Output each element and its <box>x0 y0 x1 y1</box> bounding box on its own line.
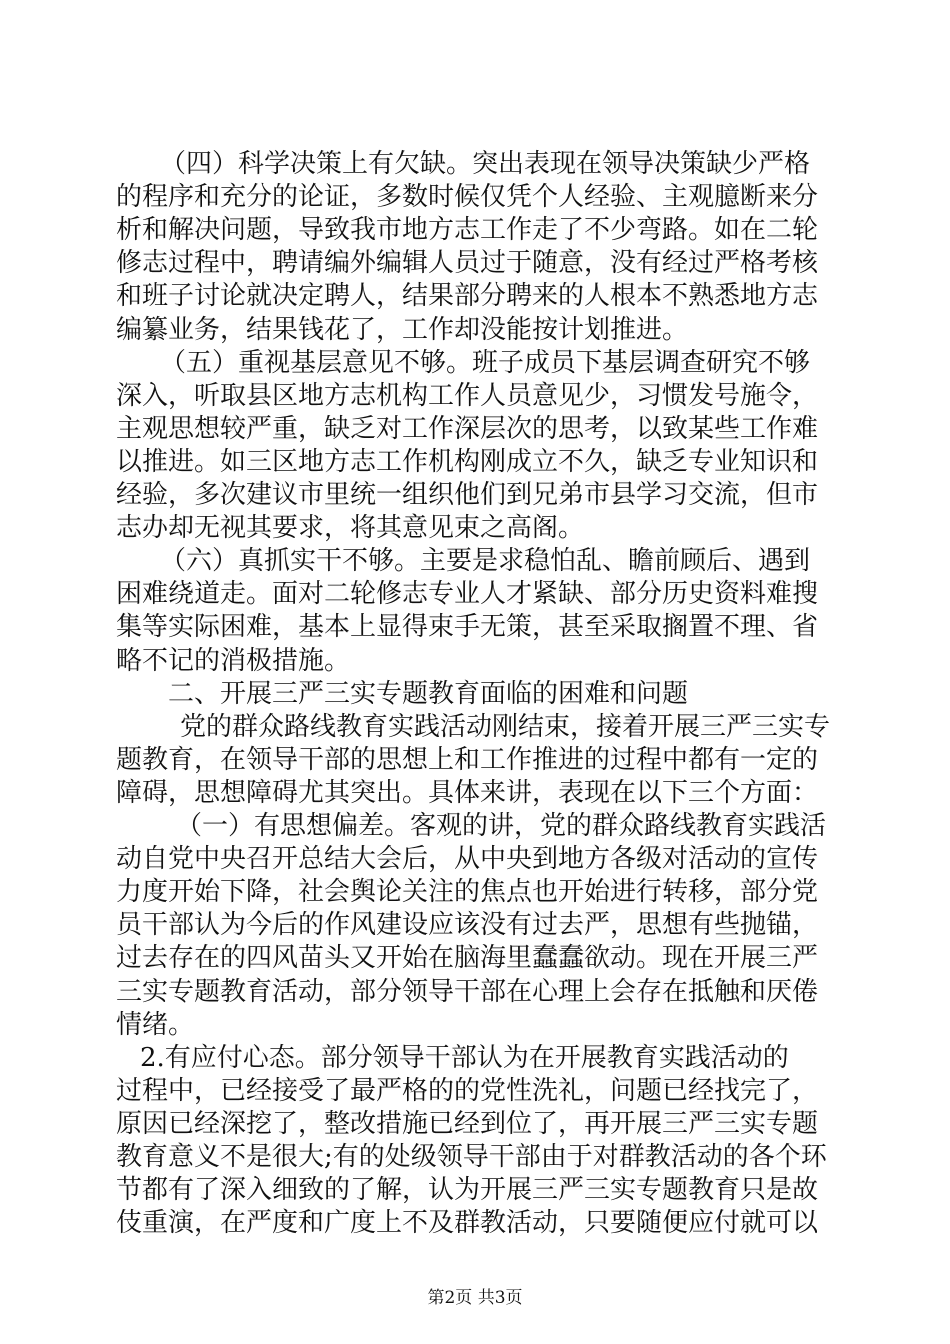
text-line: （四）科学决策上有欠缺。突出表现在领导决策缺少严格 <box>160 149 811 179</box>
text-line: 编纂业务，结果钱花了，工作却没能按计划推进。 <box>116 314 689 345</box>
text-line: 情绪。 <box>116 1009 195 1040</box>
page-footer: 第2页 共3页 <box>427 1288 523 1308</box>
text-line: 志办却无视其要求，将其意见束之高阁。 <box>116 513 585 544</box>
text-line: 动自党中央召开总结大会后，从中央到地方各级对活动的宣传 <box>116 844 819 875</box>
text-line: 过去存在的四风苗头又开始在脑海里蠢蠢欲动。现在开展三严 <box>116 943 819 974</box>
text-line: 修志过程中，聘请编外编辑人员过于随意，没有经过严格考核 <box>116 248 819 279</box>
text-line: 员干部认为今后的作风建设应该没有过去严，思想有些抛锚， <box>116 910 819 941</box>
text-line: 伎重演，在严度和广度上不及群教活动，只要随便应付就可以 <box>116 1208 819 1239</box>
text-line: 节都有了深入细致的了解，认为开展三严三实专题教育只是故 <box>116 1175 819 1206</box>
text-line: 经验，多次建议市里统一组织他们到兄弟市县学习交流，但市 <box>116 480 819 510</box>
text-line: （一）有思想偏差。客观的讲，党的群众路线教育实践活 <box>176 811 827 841</box>
text-line: 力度开始下降，社会舆论关注的焦点也开始进行转移，部分党 <box>116 877 819 908</box>
text-line: 略不记的消极措施。 <box>116 645 351 676</box>
text-line: 教育意义不是很大;有的处级领导干部由于对群教活动的各个环 <box>116 1142 827 1172</box>
text-line: 过程中，已经接受了最严格的的党性洗礼，问题已经找完了， <box>116 1075 819 1106</box>
text-line: 的程序和充分的论证，多数时候仅凭个人经验、主观臆断来分 <box>116 182 819 213</box>
text-line: 障碍，思想障碍尤其突出。具体来讲，表现在以下三个方面： <box>116 777 819 808</box>
text-line: 困难绕道走。面对二轮修志专业人才紧缺、部分历史资料难搜 <box>116 579 819 610</box>
text-line: 析和解决问题，导致我市地方志工作走了不少弯路。如在二轮 <box>116 215 819 246</box>
text-line: 2.有应付心态。部分领导干部认为在开展教育实践活动的 <box>140 1042 789 1073</box>
text-line: 党的群众路线教育实践活动刚结束，接着开展三严三实专 <box>180 711 831 742</box>
text-line: 深入，听取县区地方志机构工作人员意见少，习惯发号施令， <box>116 380 819 411</box>
text-line: （五）重视基层意见不够。班子成员下基层调查研究不够 <box>160 347 811 378</box>
text-line: 原因已经深挖了，整改措施已经到位了，再开展三严三实专题 <box>116 1108 819 1139</box>
text-line: 题教育，在领导干部的思想上和工作推进的过程中都有一定的 <box>116 744 819 775</box>
text-line: 二、开展三严三实专题教育面临的困难和问题 <box>168 678 689 709</box>
text-line: 集等实际困难，基本上显得束手无策，甚至采取搁置不理、省 <box>116 612 819 643</box>
text-line: （六）真抓实干不够。主要是求稳怕乱、瞻前顾后、遇到 <box>160 546 811 577</box>
text-line: 主观思想较严重，缺乏对工作深层次的思考，以致某些工作难 <box>116 413 819 444</box>
text-line: 和班子讨论就决定聘人，结果部分聘来的人根本不熟悉地方志 <box>116 281 819 312</box>
text-line: 以推进。如三区地方志工作机构刚成立不久，缺乏专业知识和 <box>116 446 819 477</box>
text-line: 三实专题教育活动，部分领导干部在心理上会存在抵触和厌倦 <box>116 976 819 1007</box>
